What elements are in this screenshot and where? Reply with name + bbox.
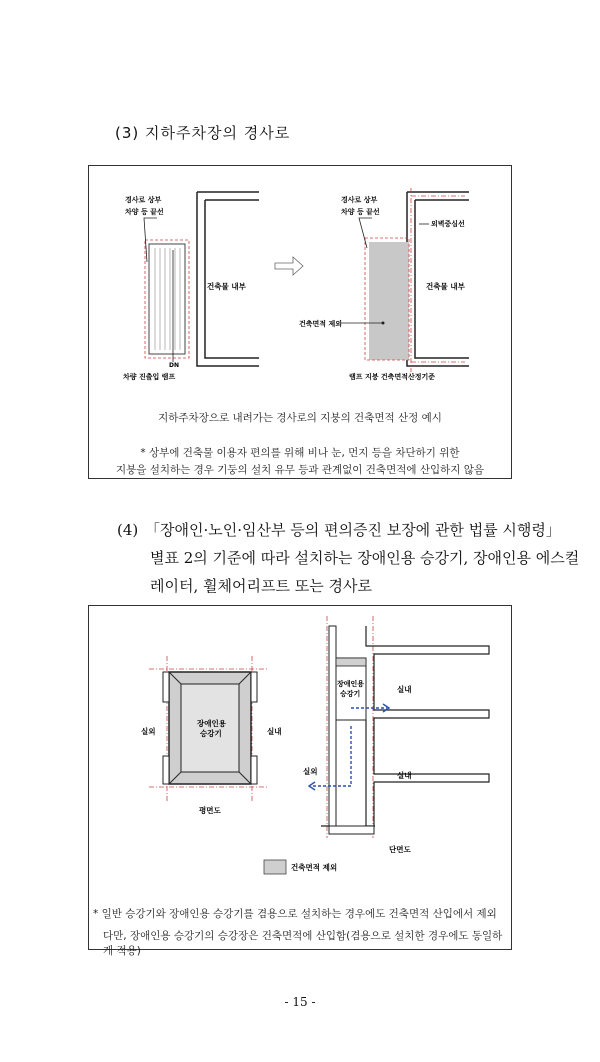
ramp-note-line2: 지붕을 설치하는 경우 기둥의 설치 유무 등과 관계없이 건축면적에 산입하지 않음 [115, 464, 485, 476]
left-ramp-diagram [144, 192, 259, 366]
ramp-figure-caption: 지하주차장으로 내려가는 경사로의 지붕의 건축면적 산정 예시 [158, 412, 442, 424]
plan-inside-label: 실내 [267, 727, 282, 736]
section-3-title: 지하주차장의 경사로 [145, 124, 291, 142]
section-4-line2: 별표 2의 기준에 따라 설치하는 장애인용 승강기, 장애인용 에스컬 [150, 549, 580, 567]
plan-outside-label: 실외 [141, 727, 156, 736]
elevator-diagram [89, 606, 511, 949]
left-label-top: 경사로 상부 [125, 196, 162, 204]
elevator-figure-box [88, 605, 512, 957]
left-ramp-label: 차량 진출입 램프 [123, 373, 176, 381]
ramp-figure-box [88, 165, 512, 479]
section-4-line1: 「장애인·노인·임산부 등의 편의증진 보장에 관한 법률 시행령」 [145, 521, 561, 539]
ramp-note-line1: * 상부에 건축물 이용자 편의를 위해 비나 눈, 먼지 등을 차단하기 위한 [140, 447, 460, 459]
plan-elevator-label-2: 승강기 [200, 729, 222, 738]
elevator-note-line1: * 일반 승강기와 장애인용 승강기를 겸용으로 설치하는 경우에도 건축면적 산입에서 제외 [93, 908, 497, 920]
left-label-bot: 차양 등 끝선 [125, 208, 164, 216]
legend-swatch [264, 860, 286, 874]
section-3-number: (3) [115, 124, 140, 142]
section-outside-label: 실외 [303, 767, 318, 776]
right-inside-label: 건축물 내부 [426, 282, 465, 291]
right-bottom-label: 램프 지붕 건축면적산정기준 [349, 373, 436, 381]
elevator-note-line2: 다만, 장애인용 승강기의 승강장은 건축면적에 산입함(겸용으로 설치한 경우에도 동일하게 적용) [103, 930, 503, 957]
section-4-line3: 레이터, 휠체어리프트 또는 경사로 [150, 577, 372, 595]
section-inside-top-label: 실내 [397, 685, 412, 694]
section-elevator-label: 장애인용 [337, 680, 365, 688]
section-view [309, 616, 489, 838]
left-dn-label: DN [169, 362, 180, 369]
left-inside-label: 건축물 내부 [207, 282, 246, 291]
page-number: - 15 - [284, 995, 316, 1009]
right-wall-label: 외벽중심선 [431, 220, 465, 228]
right-label-top: 경사로 상부 [341, 196, 378, 204]
section-caption: 단면도 [389, 845, 411, 854]
transform-arrow-icon [275, 257, 303, 275]
section-elevator-label-2: 승강기 [340, 690, 361, 698]
ramp-diagram [89, 166, 511, 478]
plan-caption: 평면도 [199, 806, 221, 815]
section-3-heading [115, 122, 290, 143]
section-4-number: (4) [117, 521, 139, 539]
section-inside-bot-label: 실내 [397, 771, 412, 780]
right-excluded-label: 건축면적 제외 [299, 320, 343, 328]
legend-label: 건축면적 제외 [291, 863, 338, 872]
right-label-bot: 차양 등 끝선 [341, 208, 380, 216]
plan-elevator-label: 장애인용 [197, 719, 226, 728]
